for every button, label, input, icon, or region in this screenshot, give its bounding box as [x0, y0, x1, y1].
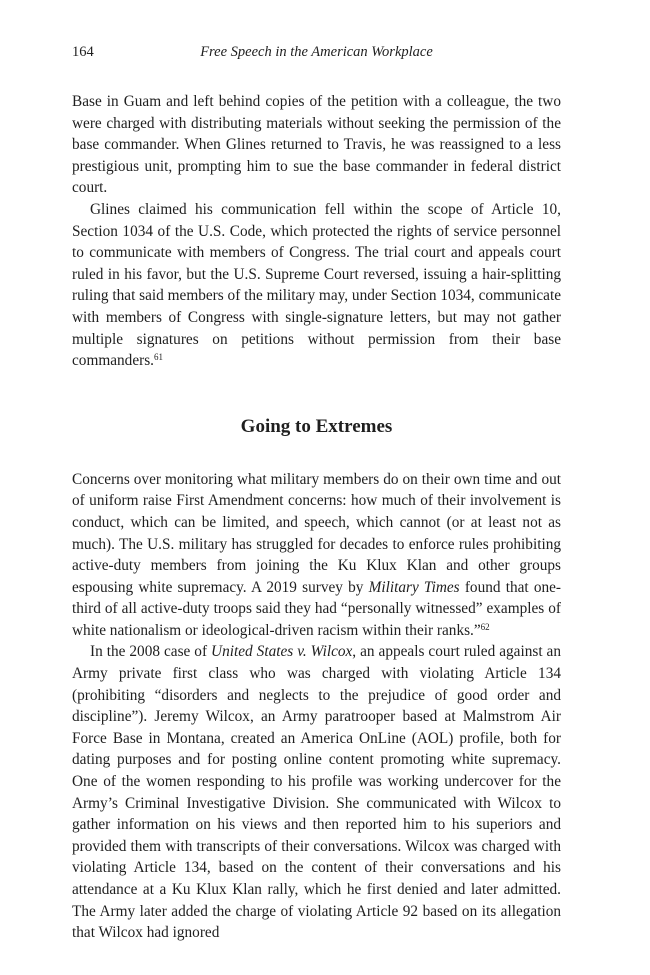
paragraph-continued: [72, 91, 561, 199]
running-head: [72, 44, 561, 66]
body-text: [72, 91, 561, 944]
publication-name: Military Times: [368, 578, 460, 596]
footnote-ref-62: 62: [480, 621, 490, 632]
paragraph-text: Base in Guam and left behind copies of the petition with a colleague, the two were charged with distributing materials without seeking the permission of the base commander. When Glines returned to Travis, he was reassigned to a less prestigious unit, prompting him to sue the base commander in federal district court.: [72, 93, 561, 197]
footnote-ref-61: 61: [153, 352, 163, 363]
section-heading: Going to Extremes: [240, 415, 393, 437]
case-name: United States v. Wilcox: [211, 643, 353, 661]
paragraph-text: Glines claimed his communication fell within the scope of Article 10, Section 1034 of the U.S. Code, which protected the rights of service personnel to communicate with members of Congress. The trial court and appeals court ruled in his favor, but the U.S. Supreme Court reversed, issuing a hair-splitting ruling that said members of the military may, under Section 1034, communicate with members of Congress with single-signature letters, but may not gather multiple signatures on petitions without permission from their base commanders.: [72, 200, 561, 370]
paragraph-text: In the 2008 case of: [90, 643, 212, 661]
paragraph-text: , an appeals court ruled against an Army private first class who was charged with violating Article 134 (prohibiting “disorders and neglects to the prejudice of good order and discipline”). Jeremy Wilcox, an Army paratrooper based at Malmstrom Air Force Base in Montana, created an America OnLine (AOL) profile, both for dating purposes and for posting online content promoting white supremacy. One of the women responding to his profile was working undercover for the Army’s Criminal Investigative Division. She communicated with Wilcox to gather information on his views and then reported him to his superiors and provided them with transcripts of their conversations. Wilcox was charged with violating Article 134, based on the content of their conversations and his attendance at a Ku Klux Klan rally, which he first denied and later admitted. The Army later added the charge of violating Article 92 based on its allegation that Wilcox had ignored: [72, 643, 561, 942]
paragraph-text: Concerns over monitoring what military members do on their own time and out of uniform raise First Amendment concerns: how much of their involvement is conduct, which can be limited, and speech, which cannot (or at least not as much). The U.S. military has struggled for decades to enforce rules prohibiting active-duty members from joining the Ku Klux Klan and other groups espousing white supremacy. A 2019 survey by: [72, 470, 561, 596]
paragraph-glines: [72, 199, 561, 372]
paragraph-wilcox: [72, 641, 561, 943]
page-number: 164: [72, 44, 94, 60]
paragraph-text: found that one-third of all active-duty troops said they had “personally witnessed” examples of white nationalism or ideological-driven racism within their ranks.”: [72, 578, 562, 639]
paragraph-concerns: [72, 469, 561, 642]
running-title: Free Speech in the American Workplace: [200, 44, 433, 60]
